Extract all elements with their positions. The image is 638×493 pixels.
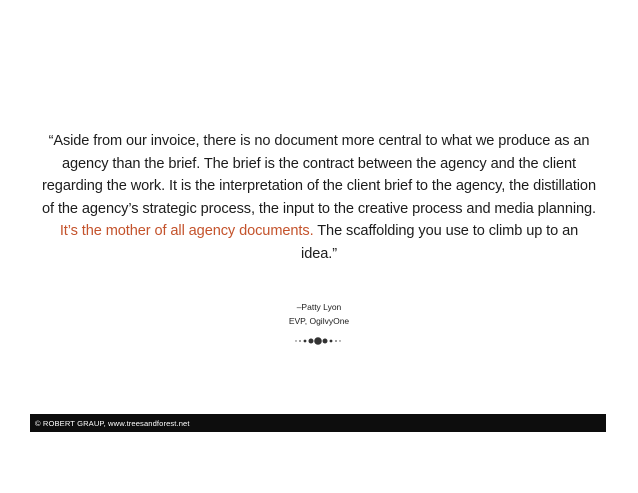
footer-copyright: © ROBERT GRAUP, www.treesandforest.net: [35, 418, 190, 428]
quote-part-2: The scaffolding you use to climb up to an idea.”: [301, 223, 579, 262]
quote-part-1: “Aside from our invoice, there is no document more central to what we produce as an agency than the brief. The brief is the contract between the agency and the client regarding the work. It is the interpretation of the client brief to the agency, the distillation of the agency’s strategic process, the input to the creative process and media planning.: [42, 133, 596, 217]
footer-bar: [30, 414, 606, 432]
attribution-name: –Patty Lyon: [296, 302, 342, 312]
quote-text: [40, 130, 598, 266]
attribution: [0, 301, 638, 328]
quote-highlight: It’s the mother of all agency documents.: [59, 223, 314, 240]
dot-ornament-icon: [290, 335, 346, 347]
attribution-role: EVP, OgilvyOne: [288, 315, 350, 326]
